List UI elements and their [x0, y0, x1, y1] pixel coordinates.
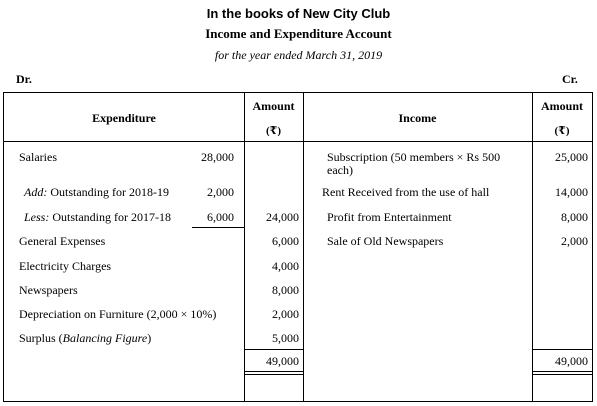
less-outstanding-value: 6,000 [207, 210, 234, 224]
income-header: Income [398, 111, 437, 125]
newspapers-label: Newspapers [19, 283, 78, 297]
inc-amount-header: Amount [540, 99, 583, 113]
newspapers-amount: 8,000 [272, 283, 299, 297]
add-outstanding-value: 2,000 [207, 185, 234, 199]
less-outstanding-text: Outstanding for 2017-18 [49, 210, 171, 224]
rent-label: Rent Received from the use of hall [322, 185, 490, 199]
depreciation-label: Depreciation on Furniture (2,000 × 10%) [19, 307, 217, 321]
old-newspapers-amount: 2,000 [561, 234, 588, 248]
add-outstanding-label [24, 185, 169, 200]
inc-currency-header: (₹) [554, 125, 570, 137]
exp-currency-header: (₹) [266, 125, 281, 137]
salaries-value: 28,000 [201, 150, 234, 164]
entertainment-label: Profit from Entertainment [327, 210, 452, 224]
surplus-amount: 5,000 [272, 331, 299, 345]
electricity-label: Electricity Charges [19, 259, 112, 273]
depreciation-amount: 2,000 [272, 307, 299, 321]
surplus-note: Balancing Figure [62, 331, 148, 345]
debit-side-label: Dr. [16, 72, 32, 86]
expenditure-total: 49,000 [266, 354, 299, 368]
old-newspapers-label: Sale of Old Newspapers [327, 234, 444, 248]
account-period: for the year ended March 31, 2019 [214, 48, 383, 62]
entertainment-amount: 8,000 [561, 210, 588, 224]
exp-total-top-line [244, 349, 303, 350]
subtotal-underline [192, 227, 244, 228]
inc-total-bottom-line [532, 371, 592, 372]
exp-total-bottom-line [244, 371, 303, 372]
add-outstanding-text: Outstanding for 2018-19 [47, 185, 169, 199]
account-owner-title: In the books of New City Club [206, 6, 391, 21]
subscription-amount: 25,000 [555, 150, 588, 164]
income-expenditure-table [3, 92, 593, 402]
add-prefix: Add: [24, 185, 48, 199]
header-separator [4, 141, 592, 142]
subscription-label-line1: Subscription (50 members × Rs 500 [327, 150, 501, 164]
exp-amount-header: Amount [252, 99, 295, 113]
surplus-close: ) [147, 331, 152, 345]
income-total: 49,000 [555, 354, 588, 368]
less-prefix: Less: [24, 210, 50, 224]
subscription-label-line2: each) [327, 163, 353, 177]
exp-total-double-line [244, 374, 303, 375]
rent-amount: 14,000 [555, 185, 588, 199]
surplus-text: Surplus ( [19, 331, 63, 345]
general-expenses-amount: 6,000 [272, 234, 299, 248]
divider-center [303, 93, 304, 401]
less-outstanding-label [24, 210, 171, 225]
salaries-net-amount: 24,000 [266, 210, 299, 224]
salaries-label: Salaries [19, 150, 57, 164]
general-expenses-label: General Expenses [19, 234, 106, 248]
account-title: Income and Expenditure Account [205, 26, 392, 41]
inc-total-double-line [532, 374, 592, 375]
inc-total-top-line [532, 349, 592, 350]
surplus-label [19, 331, 151, 346]
electricity-amount: 4,000 [272, 259, 299, 273]
expenditure-header: Expenditure [92, 111, 156, 125]
credit-side-label: Cr. [562, 72, 578, 86]
